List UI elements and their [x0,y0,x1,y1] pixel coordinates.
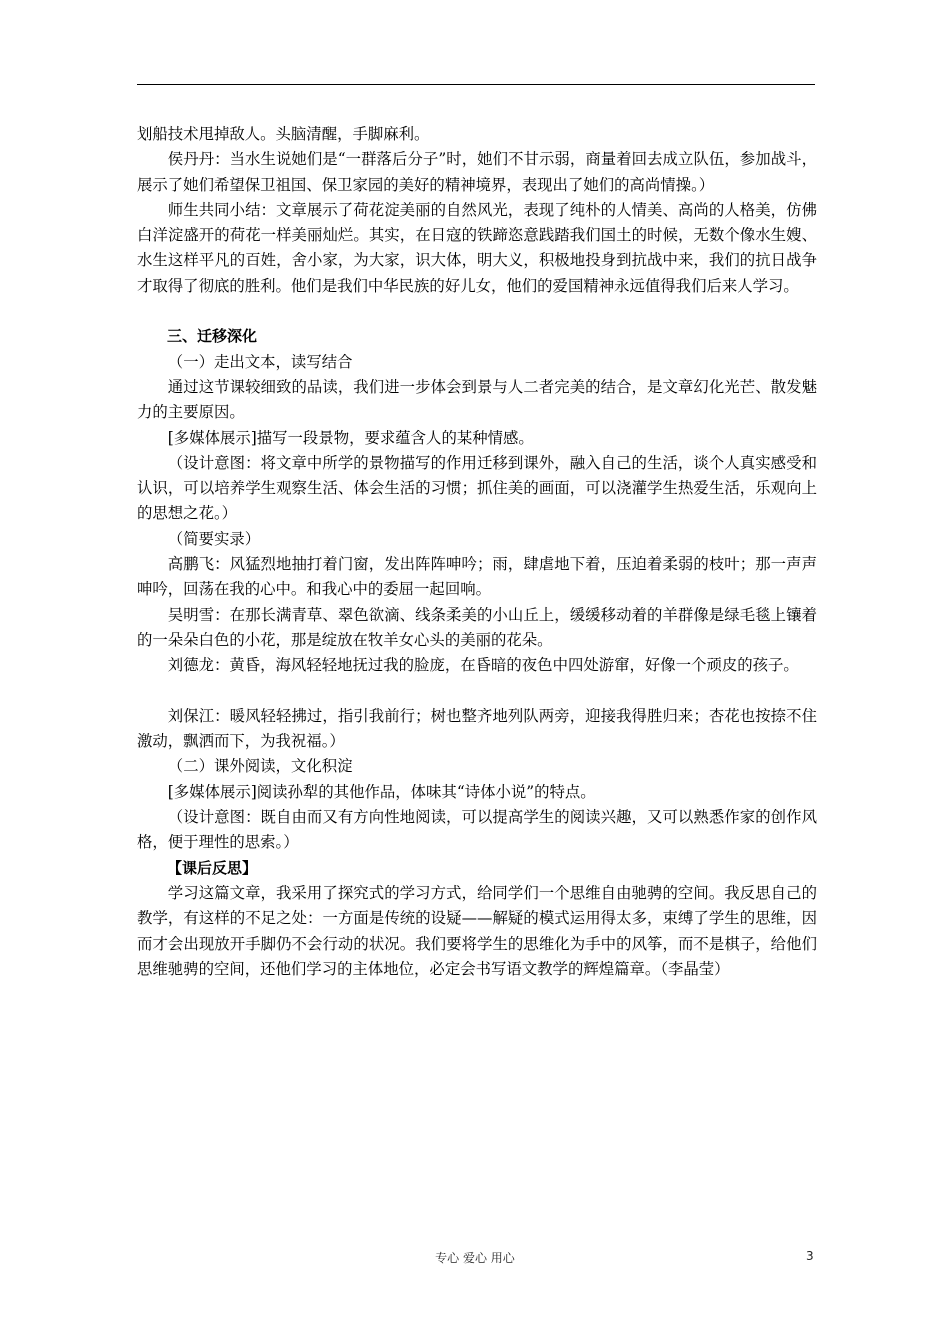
paragraph-multimedia-2: [多媒体展示]阅读孙犁的其他作品，体味其“诗体小说”的特点。 [167,782,596,801]
subsection-heading-2: （二）课外阅读，文化积淀 [167,757,353,776]
paragraph-summary: 师生共同小结：文章展示了荷花淀美丽的自然风光，表现了纯朴的人情美、高尚的人格美，仿佛白洋淀盛开的荷花一样美丽灿烂。其实，在日寇的铁蹄恣意践踏我们国土的时候，无数个像水生嫂、水生这样平凡的百姓，舍小家，为大家，识大体，明大义，积极地投身到抗战中来，我们的抗日战争才取得了彻底的胜利。他们是我们中华民族的好儿女，他们的爱国精神永远值得我们后来人学习。 [137,200,817,295]
paragraph-design-intent-1: （设计意图：将文章中所学的景物描写的作用迁移到课外，融入自己的生活，谈个人真实感受和认识，可以培养学生观察生活、体会生活的习惯；抓住美的画面，可以浇灌学生热爱生活，乐观向上的思想之花。） [137,453,817,523]
paragraph-wu-mingxue: 吴明雪：在那长满青草、翠色欲滴、线条柔美的小山丘上，缓缓移动着的羊群像是绿毛毯上镶着的一朵朵白色的小花，那是绽放在牧羊女心头的美丽的花朵。 [137,605,817,649]
section-heading-transfer: 三、迁移深化 [167,327,258,346]
paragraph-continuation: 划船技术甩掉敌人。头脑清醒，手脚麻利。 [137,125,430,143]
paragraph-multimedia-1: [多媒体展示]描写一段景物，要求蕴含人的某种情感。 [167,428,534,447]
paragraph-gao-pengfei: 高鹏飞：风猛烈地抽打着门窗，发出阵阵呻吟；雨，肆虐地下着，压迫着柔弱的枝叶；那一声声呻吟，回荡在我的心中。和我心中的委屈一起回响。 [137,555,817,599]
spacer [137,679,817,704]
paragraph-liu-delong: 刘德龙：黄昏，海风轻轻地抚过我的脸庞，在昏暗的夜色中四处游窜，好像一个顽皮的孩子。 [167,656,799,675]
paragraph-hou-dandan: 侯丹丹：当水生说她们是“一群落后分子”时，她们不甘示弱，商量着回去成立队伍，参加战斗，展示了她们希望保卫祖国、保卫家园的美好的精神境界，表现出了她们的高尚情操。） [137,150,817,194]
paragraph-liu-baojiang: 刘保江：暖风轻轻拂过，指引我前行；树也整齐地列队两旁，迎接我得胜归来；杏花也按捺不住激动，飘洒而下，为我祝福。） [137,706,817,751]
subsection-heading-1: （一）走出文本，读写结合 [167,352,353,371]
document-body [137,122,817,982]
page-number: 3 [806,1249,814,1263]
section-heading-reflection: 【课后反思】 [167,858,258,877]
paragraph-reading-summary: 通过这节课较细致的品读，我们进一步体会到景与人二者完美的结合，是文章幻化光芒、散发魅力的主要原因。 [137,377,817,422]
paragraph-brief-record: （简要实录） [167,529,261,548]
spacer [137,299,817,324]
header-rule [137,84,815,85]
paragraph-design-intent-2: （设计意图：既自由而又有方向性地阅读，可以提高学生的阅读兴趣，又可以熟悉作家的创作风格，便于理性的思索。） [137,808,817,852]
page-footer: 专心 爱心 用心 [435,1251,515,1265]
paragraph-reflection: 学习这篇文章，我采用了探究式的学习方式，给同学们一个思维自由驰骋的空间。我反思自己的教学，有这样的不足之处：一方面是传统的设疑——解疑的模式运用得太多，束缚了学生的思维，因而才会出现放开手脚仍不会行动的状况。我们要将学生的思维化为手中的风筝，而不是棋子，给他们思维驰骋的空间，还他们学习的主体地位，必定会书写语文教学的辉煌篇章。（李晶莹） [137,883,817,978]
